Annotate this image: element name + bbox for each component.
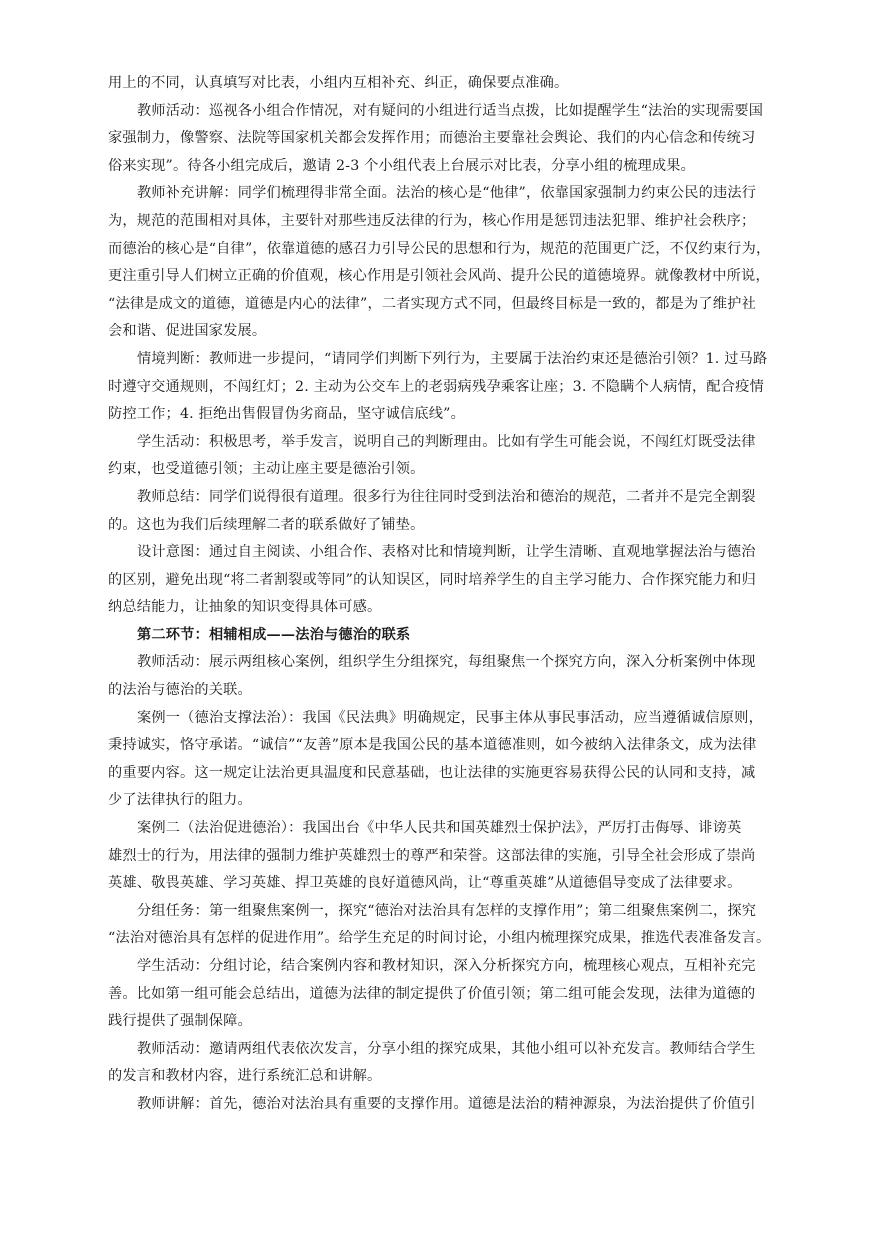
text-line: 学生活动：积极思考，举手发言，说明自己的判断理由。比如有学生可能会说，不闯红灯既受法律 bbox=[137, 433, 756, 450]
document-body bbox=[108, 70, 771, 1119]
text-line: 案例一（德治支撑法治）：我国《民法典》明确规定，民事主体从事民事活动，应当遵循诚信原则， bbox=[137, 709, 763, 726]
text-line: 用上的不同，认真填写对比表，小组内互相补充、纠正，确保要点准确。 bbox=[108, 75, 569, 91]
text-line: 教师补充讲解：同学们梳理得非常全面。法治的核心是“他律”，依靠国家强制力约束公民的违法行 bbox=[137, 185, 757, 202]
text-line: 案例二（法治促进德治）：我国出台《中华人民共和国英雄烈士保护法》，严厉打击侮辱、诽谤英 bbox=[137, 820, 742, 837]
text-line: 设计意图：通过自主阅读、小组合作、表格对比和情境判断，让学生清晰、直观地掌握法治与德治 bbox=[137, 544, 756, 561]
text-line: 家强制力，像警察、法院等国家机关都会发挥作用；而德治主要靠社会舆论、我们的内心信念和传统习 bbox=[108, 130, 756, 147]
text-line: 俗来实现”。待各小组完成后，邀请 2-3 个小组代表上台展示对比表，分享小组的梳理成果。 bbox=[108, 157, 696, 174]
text-line: “法治对德治具有怎样的促进作用”。给学生充足的时间讨论，小组内梳理探究成果，推选代表准备发言。 bbox=[108, 930, 771, 947]
text-line: 少了法律执行的阻力。 bbox=[108, 792, 252, 809]
text-line: 学生活动：分组讨论，结合案例内容和教材知识，深入分析探究方向，梳理核心观点，互相补充完 bbox=[137, 958, 756, 974]
text-line: 时遵守交通规则，不闯红灯；2. 主动为公交车上的老弱病残孕乘客让座；3. 不隐瞒个人病情，配合疫情 bbox=[108, 378, 764, 395]
text-line: 的区别，避免出现“将二者割裂或等同”的认知误区，同时培养学生的自主学习能力、合作探究能力和归 bbox=[108, 571, 756, 588]
text-line: 的重要内容。这一规定让法治更具温度和民意基础，也让法律的实施更容易获得公民的认同和支持，减 bbox=[108, 764, 756, 781]
text-line: 防控工作；4. 拒绝出售假冒伪劣商品，坚守诚信底线”。 bbox=[108, 406, 466, 423]
text-line: 教师活动：展示两组核心案例，组织学生分组探究，每组聚焦一个探究方向，深入分析案例中体现 bbox=[137, 654, 756, 671]
text-line: “法律是成文的道德，道德是内心的法律”，二者实现方式不同，但最终目标是一致的，都是为了维护社 bbox=[108, 295, 756, 312]
text-line: 的。这也为我们后续理解二者的联系做好了铺垫。 bbox=[108, 516, 425, 533]
text-line: 更注重引导人们树立正确的价值观，核心作用是引领社会风尚、提升公民的道德境界。就像教材中所说， bbox=[108, 268, 770, 285]
text-line: 教师活动：邀请两组代表依次发言，分享小组的探究成果，其他小组可以补充发言。教师结合学生 bbox=[137, 1040, 756, 1057]
text-line: 教师讲解：首先，德治对法治具有重要的支撑作用。道德是法治的精神源泉，为法治提供了价值引 bbox=[137, 1095, 756, 1112]
text-line: 英雄、敬畏英雄、学习英雄、捍卫英雄的良好道德风尚，让“尊重英雄”从道德倡导变成了法律要求。 bbox=[108, 875, 742, 892]
text-line: 践行提供了强制保障。 bbox=[108, 1013, 252, 1030]
text-line: 而德治的核心是“自律”，依靠道德的感召力引导公民的思想和行为，规范的范围更广泛，不仅约束行为， bbox=[108, 240, 771, 257]
text-line: 纳总结能力，让抽象的知识变得具体可感。 bbox=[108, 599, 382, 616]
text-line: 雄烈士的行为，用法律的强制力维护英雄烈士的尊严和荣誉。这部法律的实施，引导全社会形成了崇尚 bbox=[108, 847, 756, 864]
text-line: 的法治与德治的关联。 bbox=[108, 682, 252, 699]
text-line: 教师活动：巡视各小组合作情况，对有疑问的小组进行适当点拨，比如提醒学生“法治的实现需要国 bbox=[137, 102, 764, 119]
text-line: 约束，也受道德引领；主动让座主要是德治引领。 bbox=[108, 461, 425, 478]
text-line: 为，规范的范围相对具体，主要针对那些违反法律的行为，核心作用是惩罚违法犯罪、维护社会秩序； bbox=[108, 212, 756, 229]
text-line: 情境判断：教师进一步提问，“请同学们判断下列行为，主要属于法治约束还是德治引领？1. 过马路 bbox=[137, 350, 768, 367]
text-line: 分组任务：第一组聚焦案例一，探究“德治对法治具有怎样的支撑作用”；第二组聚焦案例二，探究 bbox=[137, 902, 757, 919]
section-heading: 第二环节：相辅相成——法治与德治的联系 bbox=[137, 626, 411, 643]
text-line: 教师总结：同学们说得很有道理。很多行为往往同时受到法治和德治的规范，二者并不是完全割裂 bbox=[137, 488, 756, 505]
text-line: 秉持诚实，恪守承诺。“诚信”“友善”原本是我国公民的基本道德准则，如今被纳入法律条文，成为法律 bbox=[108, 737, 757, 754]
text-line: 会和谐、促进国家发展。 bbox=[108, 323, 267, 340]
text-line: 的发言和教材内容，进行系统汇总和讲解。 bbox=[108, 1068, 382, 1085]
text-line: 善。比如第一组可能会总结出，道德为法律的制定提供了价值引领；第二组可能会发现，法律为道德的 bbox=[108, 985, 756, 1002]
